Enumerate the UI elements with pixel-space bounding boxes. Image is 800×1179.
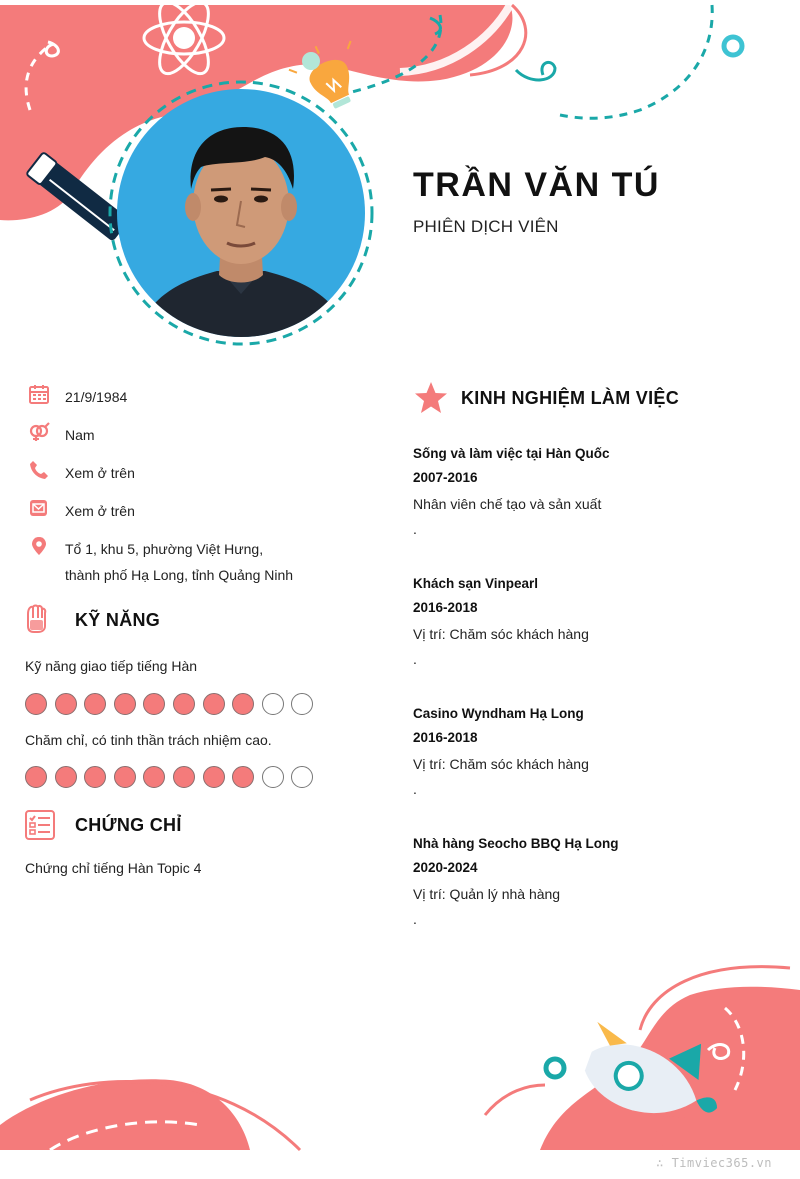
certificate-item: Chứng chỉ tiếng Hàn Topic 4 — [25, 860, 202, 876]
skill-name: Chăm chỉ, có tinh thần trách nhiệm cao. — [25, 732, 272, 748]
rating-dot-filled — [84, 766, 106, 788]
job-years: 2020-2024 — [413, 860, 478, 875]
rating-dot-filled — [232, 693, 254, 715]
profile-photo — [117, 89, 365, 337]
skills-title: KỸ NĂNG — [75, 609, 161, 630]
rating-dot-filled — [173, 766, 195, 788]
phone-icon — [28, 460, 50, 480]
rating-dot-empty — [291, 766, 313, 788]
job-description: Vị trí: Chăm sóc khách hàng — [413, 756, 589, 772]
skill-rating — [25, 766, 321, 788]
job-description: Vị trí: Quản lý nhà hàng — [413, 886, 561, 902]
rating-dot-filled — [114, 693, 136, 715]
experience-title: KINH NGHIỆM LÀM VIỆC — [461, 387, 680, 408]
phone-text: Xem ở trên — [65, 465, 135, 481]
job-years: 2016-2018 — [413, 600, 478, 615]
address-text: Tổ 1, khu 5, phường Việt Hưng, thành phố Hạ Long, tỉnh Quảng Ninh — [65, 541, 294, 583]
certificates-title: CHỨNG CHỈ — [75, 814, 182, 835]
hand-fist-icon — [24, 604, 48, 636]
checklist-icon — [24, 809, 56, 841]
rating-dot-filled — [25, 766, 47, 788]
rating-dot-filled — [143, 693, 165, 715]
experience-header — [413, 381, 679, 415]
gender-text: Nam — [65, 427, 95, 443]
candidate-name: TRẦN VĂN TÚ — [413, 166, 660, 204]
skills-header — [24, 604, 160, 636]
job-note: . — [413, 521, 417, 537]
contact-birthdate — [28, 384, 328, 410]
rating-dot-filled — [84, 693, 106, 715]
skill-name: Kỹ năng giao tiếp tiếng Hàn — [25, 658, 198, 674]
rating-dot-empty — [291, 693, 313, 715]
job-company: Nhà hàng Seocho BBQ Hạ Long — [413, 836, 619, 851]
rating-dot-filled — [114, 766, 136, 788]
email-text: Xem ở trên — [65, 503, 135, 519]
job-entry — [413, 702, 773, 800]
contact-gender — [28, 422, 328, 448]
email-icon — [28, 498, 50, 518]
calendar-icon — [28, 384, 50, 404]
contact-address — [28, 536, 298, 588]
rating-dot-filled — [173, 693, 195, 715]
job-company: Sống và làm việc tại Hàn Quốc — [413, 446, 610, 461]
job-company: Casino Wyndham Hạ Long — [413, 706, 584, 721]
job-entry — [413, 572, 773, 670]
job-description: Vị trí: Chăm sóc khách hàng — [413, 626, 589, 642]
avatar — [117, 89, 365, 337]
contact-phone — [28, 460, 328, 486]
birthdate-text: 21/9/1984 — [65, 389, 128, 405]
rating-dot-empty — [262, 693, 284, 715]
job-company: Khách sạn Vinpearl — [413, 576, 539, 591]
certificates-header — [24, 809, 182, 841]
job-years: 2007-2016 — [413, 470, 478, 485]
rating-dot-filled — [203, 693, 225, 715]
gender-icon — [28, 422, 50, 442]
job-description: Nhân viên chế tạo và sản xuất — [413, 496, 602, 512]
site-watermark: ∴ Timviec365.vn — [656, 1156, 772, 1170]
rating-dot-filled — [25, 693, 47, 715]
job-years: 2016-2018 — [413, 730, 478, 745]
rating-dot-filled — [55, 766, 77, 788]
profile-photo-frame — [112, 84, 370, 342]
rating-dot-filled — [55, 693, 77, 715]
rating-dot-filled — [203, 766, 225, 788]
rating-dot-filled — [232, 766, 254, 788]
star-icon — [413, 381, 449, 415]
job-note: . — [413, 781, 417, 797]
job-note: . — [413, 911, 417, 927]
contact-email — [28, 498, 328, 524]
skill-rating — [25, 693, 321, 715]
location-pin-icon — [28, 536, 50, 556]
rating-dot-empty — [262, 766, 284, 788]
job-entry — [413, 832, 773, 930]
job-note: . — [413, 651, 417, 667]
rating-dot-filled — [143, 766, 165, 788]
job-title: PHIÊN DỊCH VIÊN — [413, 217, 559, 236]
job-entry — [413, 442, 773, 540]
